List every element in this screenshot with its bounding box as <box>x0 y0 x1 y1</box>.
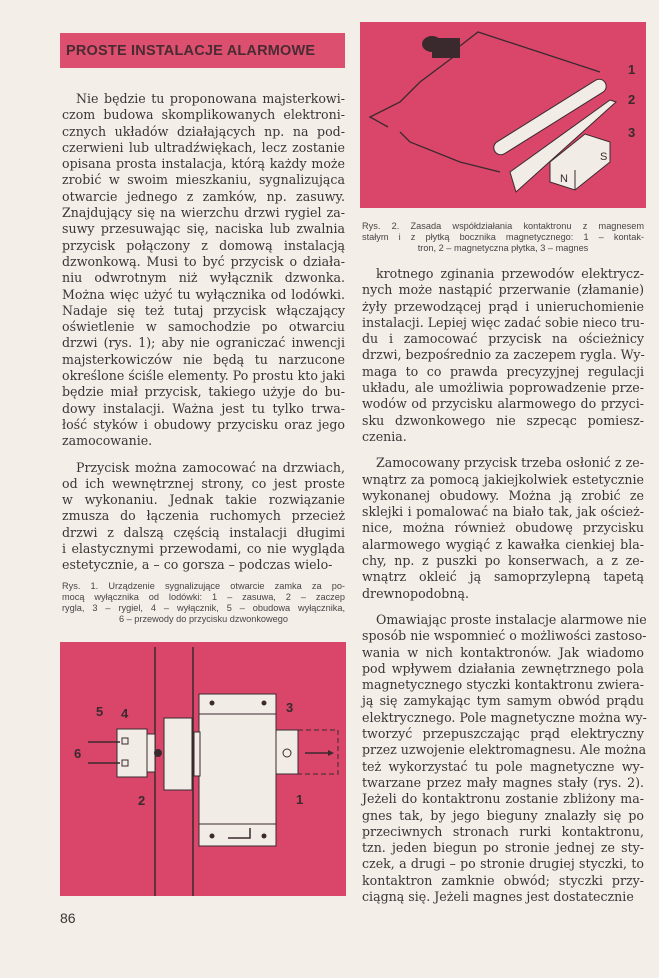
text-line: sku dzwonkowego nie szpecąc pomiesz- <box>362 412 644 428</box>
text-line: suwy przesuwając się, naciska lub zwalnia <box>62 221 345 237</box>
figure1-caption <box>62 581 345 625</box>
text-line: ciągną się. Jeżeli magnes jest dostatecznie <box>362 888 634 904</box>
text-line: drzwi, bezpośrednio za zaczepem rygla. Wy- <box>362 347 645 363</box>
text-line: czek, a drugi – po stronie drugiej styczki, to <box>362 856 644 872</box>
text-line: instalacji. Lepiej więc zadać sobie nieco tru- <box>362 314 645 330</box>
text-line: chy, np. z puszki po konserwach, a z ze- <box>362 553 644 569</box>
caption-line: rygla, 3 – rygiel, 4 – wyłącznik, 5 – obudowa wyłącznika, <box>62 603 345 613</box>
text-line: czenia. <box>362 428 407 444</box>
paragraph <box>62 460 345 574</box>
caption-line: Rys. 2. Zasada współdziałania kontaktronu z magnesem <box>362 221 644 231</box>
magnet-pole-s: S <box>600 151 608 163</box>
text-line: zamocowanie. <box>62 433 153 449</box>
text-line: nych może nastąpić przerwanie (złamanie) <box>362 282 644 298</box>
text-line: też wykorzystać tu pole magnetyczne wy- <box>362 758 644 774</box>
switch-housing <box>117 729 147 777</box>
figure2-background <box>360 22 646 208</box>
figure1-label-5: 5 <box>96 704 104 719</box>
figure1-label-3: 3 <box>286 700 294 715</box>
text-line: w wykonaniu. Jednak takie rozwiązanie <box>62 492 345 508</box>
text-line: drzwi (rys. 1); aby nie ograniczać inwencji <box>62 335 345 351</box>
text-line: wnątrz za pomocą jakiejkolwiek estetycznie <box>362 471 644 487</box>
text-line: drewnopodobną. <box>362 585 469 601</box>
text-line: Przycisk można zamocować na drzwiach, <box>76 459 345 475</box>
text-line: żyły przewodzącej prąd i unieruchomienie <box>362 298 644 314</box>
figure1-label-4: 4 <box>121 706 129 721</box>
text-line: przeciwnych stronach rurki kontaktronu, <box>362 823 644 839</box>
figure2-caption <box>362 221 644 254</box>
text-line: tzn. jeden biegun po stronie jednej ze sty- <box>362 840 644 856</box>
text-line: Znajdujący się na wierzchu drzwi rygiel za- <box>62 205 345 221</box>
left-column <box>62 91 345 574</box>
bolt-catch <box>164 718 192 790</box>
text-line: wykonanej obudowy. Można ją zrobić ze <box>362 487 644 503</box>
right-column <box>362 266 647 905</box>
text-line: układu, ale umożliwia poprowadzenie prze- <box>362 380 644 396</box>
caption-line: 6 – przewody do przycisku dzwonkowego <box>118 614 289 624</box>
text-line: oświetlenie w samochodzie po otwarciu <box>62 319 345 335</box>
text-line: przycisk połączony z domową instalacją <box>62 237 345 253</box>
magnet-pole-n: N <box>560 173 568 185</box>
text-line: zrobić w swoim mieszkaniu, sygnalizująca <box>62 172 345 188</box>
text-line: elektrycznego. Pole magnetyczne można wy- <box>362 709 647 725</box>
text-line: dzwonkową. Musi to być przycisk o działa- <box>62 253 345 269</box>
text-line: Jeżeli do kontaktronu zostanie zbliżony ma- <box>362 791 644 807</box>
text-line: czerwieni lub ultradźwiękach, lecz zostanie <box>62 139 345 155</box>
text-line: wodów od przycisku alarmowego do przyci- <box>362 396 644 412</box>
text-line: kontaktron zamknie obwód; styczki przy- <box>362 872 644 888</box>
article-title: PROSTE INSTALACJE ALARMOWE <box>66 42 316 59</box>
page-number: 86 <box>60 910 76 926</box>
text-line: nice, można również obudowę przycisku <box>362 520 644 536</box>
paragraph <box>362 455 644 602</box>
text-line: Nie będzie tu proponowana majsterkowi- <box>76 91 345 106</box>
text-line: niu odwrotnym niż wyłącznik dzwonka. <box>62 270 345 286</box>
text-line: przez uzwojenie elektromagnesu. Ale można <box>362 742 647 758</box>
text-line: drzwi z dalszą częścią instalacji długimi <box>62 524 345 540</box>
text-line: będzie miał przycisk, takiego użyje do bu- <box>62 384 345 400</box>
text-line: Zamocowany przycisk trzeba osłonić z ze- <box>376 455 644 471</box>
text-line: sklejki i pomalować na biało tak, jak oścież- <box>362 504 644 520</box>
text-line: czom budowa skomplikowanych elektroni- <box>62 107 345 123</box>
text-line: twarzane przez mały magnes stały (rys. 2). <box>362 774 644 790</box>
text-line: wnątrz okleić ją samoprzylepną tapetą <box>362 569 644 585</box>
text-line: otwarcie jednego z zamków, np. zasuwy. <box>62 188 345 204</box>
text-line: maga to co prawda precyzyjnej regulacji <box>362 363 644 379</box>
text-line: wania w nich kontaktronów. Jak wiadomo <box>362 644 644 660</box>
text-line: zmusza do łączenia ruchomych przecież <box>62 508 345 524</box>
text-line: opisana prosta instalacja, którą każdy może <box>62 156 345 172</box>
text-line: alarmowego wygiąć z kawałka cienkiej bla- <box>362 536 644 552</box>
paragraph <box>62 91 345 450</box>
caption-line: tron, 2 – magnetyczna płytka, 3 – magnes <box>417 243 589 253</box>
caption-line: mocą wyłącznika od lodówki: 1 – zasuwa, 2 – zaczep <box>62 592 345 602</box>
figure2-label-3: 3 <box>628 125 636 140</box>
figure2-label-1: 1 <box>628 62 636 77</box>
text-line: od ich wewnętrznej strony, co jest proste <box>62 475 345 491</box>
title-banner <box>60 33 345 68</box>
text-line: estetycznie, a – co gorsza – podczas wielo- <box>62 557 333 573</box>
figure1-label-6: 6 <box>74 746 82 761</box>
figure1-label-2: 2 <box>138 793 146 808</box>
text-line: majsterkowiczów nie będą tu narzucone <box>62 351 345 367</box>
text-line: Nadaje się też tutaj przycisk włączający <box>62 302 345 318</box>
figure1-label-1: 1 <box>296 792 304 807</box>
text-line: cznych układów działających np. na pod- <box>62 123 345 139</box>
text-line: sposób nie wspomnieć o możliwości zastoso- <box>362 628 647 644</box>
text-line: pod wpływem działania zewnętrznego pola <box>362 660 644 676</box>
paragraph <box>362 266 644 445</box>
caption-line: stałym i z płytką bocznika magnetycznego: 1 – kontak- <box>362 232 644 242</box>
caption-line: Rys. 1. Urządzenie sygnalizujące otwarcie zamka za po- <box>62 581 345 591</box>
text-line: i elastycznymi przewodami, co nie wygląda <box>62 541 345 557</box>
text-line: ją się zamykając tym samym obwód prądu <box>362 693 644 709</box>
text-line: du i zamocować przycisk na ościeżnicy <box>362 331 644 347</box>
text-line: tworzyć przepuszczając prąd elektryczny <box>362 726 644 742</box>
text-line: dowy instalacji. Ważna jest tu tylko trwa- <box>62 400 345 416</box>
text-line: Omawiając proste instalacje alarmowe nie <box>376 611 647 627</box>
bolt <box>276 730 298 774</box>
text-line: Można więc użyć tu wyłącznika od lodówki. <box>62 286 345 302</box>
paragraph <box>362 611 647 905</box>
text-line: łość styków i obudowy przycisku oraz jego <box>62 416 345 432</box>
text-line: krotnego zginania przewodów elektrycz- <box>376 266 644 281</box>
figure2-reed-switch-diagram <box>360 22 646 208</box>
text-line: określone ściśle elementy. Po prostu kto jaki <box>62 368 345 384</box>
figure1-lock-diagram <box>60 642 346 896</box>
text-line: magnetycznego styczki kontaktronu zwiera- <box>362 677 644 693</box>
bolt-housing <box>199 694 276 846</box>
text-line: gnes tak, by jego bieguny znalazły się po <box>362 807 644 823</box>
figure2-label-2: 2 <box>628 92 636 107</box>
